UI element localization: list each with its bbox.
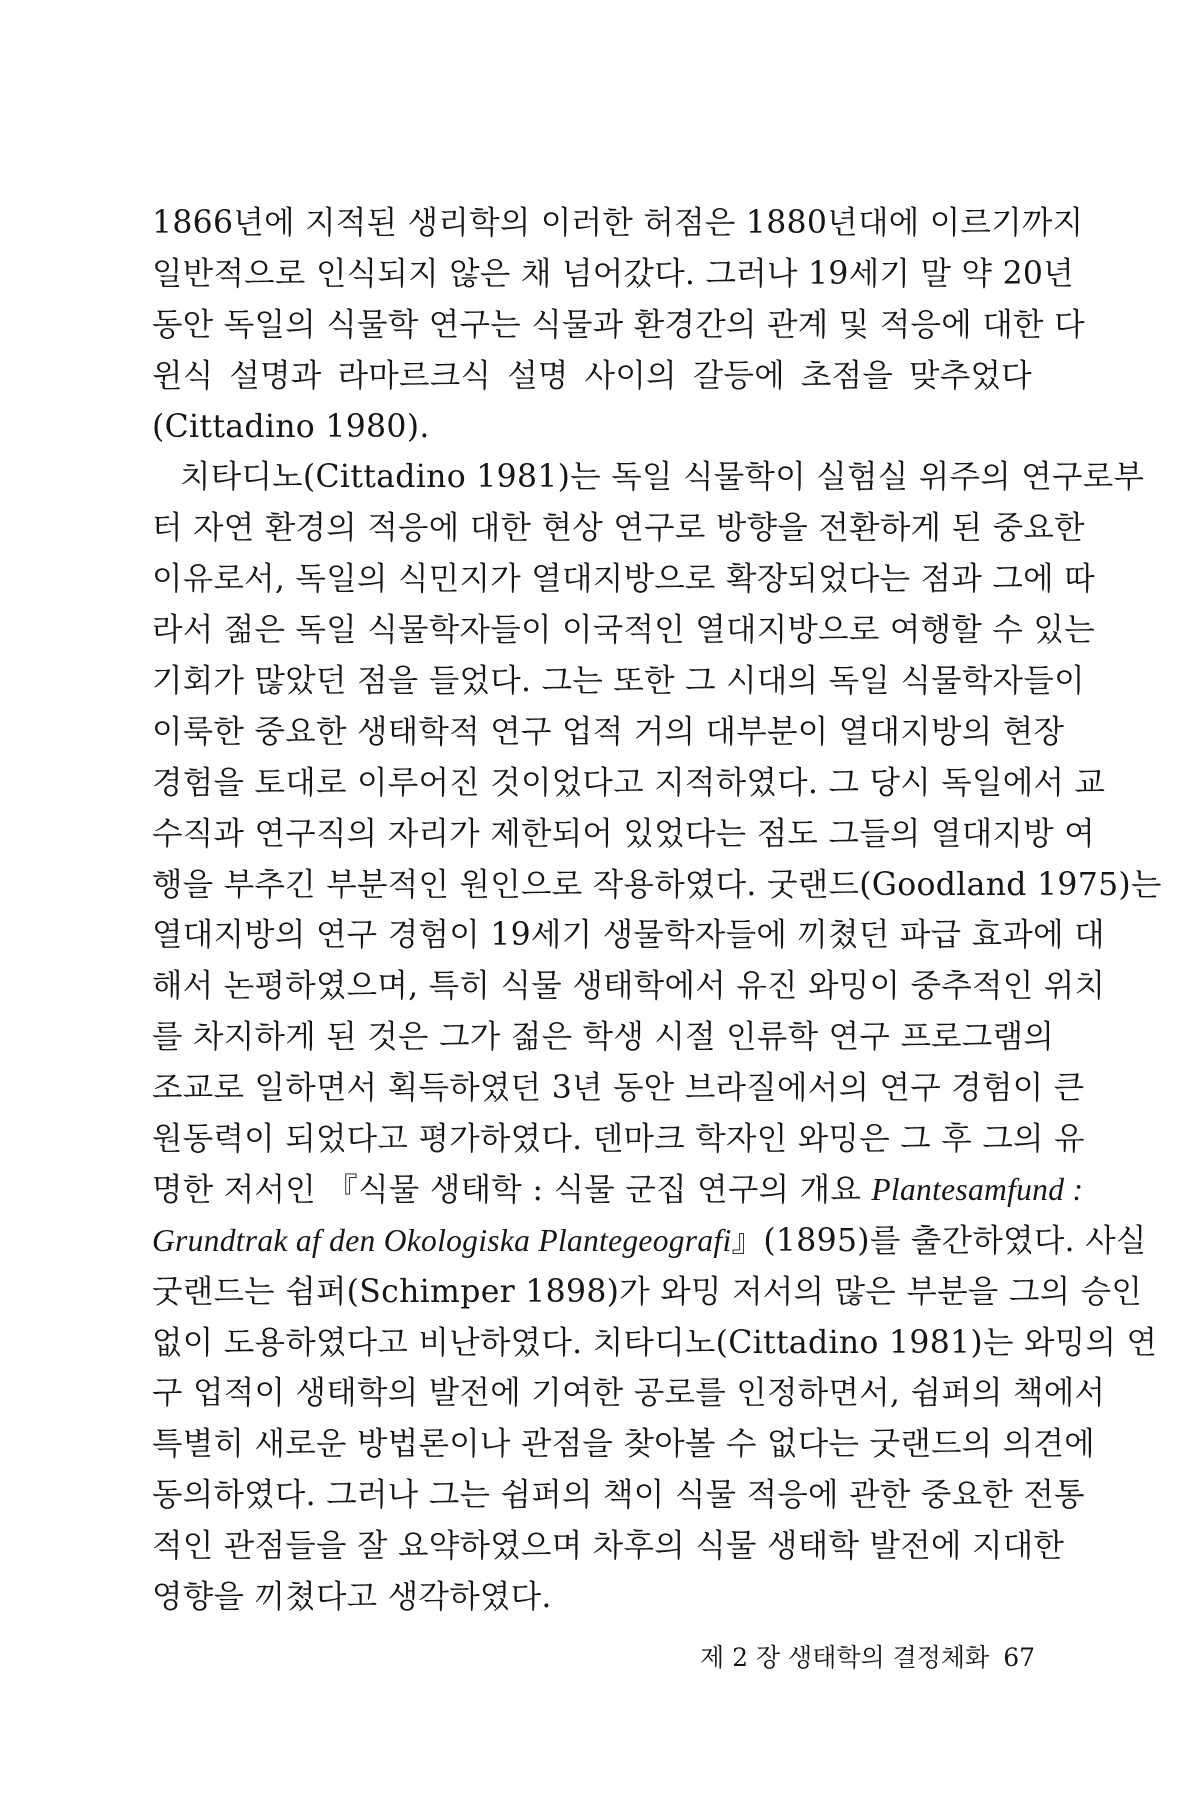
text-line: 수직과 연구직의 자리가 제한되어 있었다는 점도 그들의 열대지방 여 (152, 815, 1095, 852)
text-line: 동안 독일의 식물학 연구는 식물과 환경간의 관계 및 적응에 대한 다 (152, 306, 1085, 343)
text-line (152, 1216, 1147, 1267)
text-line: 조교로 일하면서 획득하였던 3년 동안 브라질에서의 연구 경험이 큰 (152, 1070, 1085, 1107)
text-line: 경험을 토대로 이루어진 것이었다고 지적하였다. 그 당시 독일에서 교 (152, 764, 1106, 801)
chapter-title: 제 2 장 생태학의 결정체화 (700, 1643, 990, 1672)
text-line: (Cittadino 1980). (152, 408, 430, 445)
italic-title-run: Grundtrak af den Okologiska Plantegeografi (152, 1222, 732, 1258)
text-line: 이유로서, 독일의 식민지가 열대지방으로 확장되었다는 점과 그에 따 (152, 561, 1095, 598)
text-line: 라서 젊은 독일 식물학자들이 이국적인 열대지방으로 여행할 수 있는 (152, 612, 1095, 649)
text-run: 명한 저서인 『식물 생태학 : 식물 군집 연구의 개요 (152, 1171, 872, 1208)
italic-title-run: Plantesamfund : (871, 1171, 1084, 1207)
text-run: 』(1895)를 출간하였다. 사실 (731, 1222, 1147, 1259)
text-line: 없이 도용하였다고 비난하였다. 치타디노(Cittadino 1981)는 와밍의 연 (152, 1324, 1158, 1361)
text-line: 동의하였다. 그러나 그는 쉼퍼의 책이 식물 적응에 관한 중요한 전통 (152, 1477, 1085, 1514)
text-line: 일반적으로 인식되지 않은 채 넘어갔다. 그러나 19세기 말 약 20년 (152, 255, 1074, 292)
text-line: 행을 부추긴 부분적인 원인으로 작용하였다. 굿랜드(Goodland 1975)는 (152, 866, 1162, 903)
page-number: 67 (1003, 1643, 1036, 1672)
text-line: 특별히 새로운 방법론이나 관점을 찾아볼 수 없다는 굿랜드의 의견에 (152, 1426, 1095, 1463)
text-line: 를 차지하게 된 것은 그가 젊은 학생 시절 인류학 연구 프로그램의 (152, 1019, 1055, 1056)
text-line: 이룩한 중요한 생태학적 연구 업적 거의 대부분이 열대지방의 현장 (152, 713, 1065, 750)
text-line: 윈식 설명과 라마르크식 설명 사이의 갈등에 초점을 맞추었다 (152, 357, 1032, 394)
text-line: 해서 논평하였으며, 특히 식물 생태학에서 유진 와밍이 중추적인 위치 (152, 968, 1106, 1005)
page-footer (700, 1641, 1036, 1675)
text-line: 구 업적이 생태학의 발전에 기여한 공로를 인정하면서, 쉼퍼의 책에서 (152, 1375, 1106, 1412)
body-text (152, 198, 1162, 1623)
text-line: 터 자연 환경의 적응에 대한 현상 연구로 방향을 전환하게 된 중요한 (152, 510, 1085, 547)
text-line: 적인 관점들을 잘 요약하였으며 차후의 식물 생태학 발전에 지대한 (152, 1528, 1065, 1565)
text-line: 열대지방의 연구 경험이 19세기 생물학자들에 끼쳤던 파급 효과에 대 (152, 917, 1105, 954)
text-line: 기회가 많았던 점을 들었다. 그는 또한 그 시대의 독일 식물학자들이 (152, 663, 1085, 700)
text-line: 굿랜드는 쉼퍼(Schimper 1898)가 와밍 저서의 많은 부분을 그의 승인 (152, 1273, 1143, 1310)
text-line: 치타디노(Cittadino 1981)는 독일 식물학이 실험실 위주의 연구로부 (180, 459, 1145, 496)
text-line: 원동력이 되었다고 평가하였다. 덴마크 학자인 와밍은 그 후 그의 유 (152, 1121, 1085, 1158)
text-line: 1866년에 지적된 생리학의 이러한 허점은 1880년대에 이르기까지 (152, 205, 1084, 241)
text-line (152, 1165, 1084, 1216)
text-line: 영향을 끼쳤다고 생각하였다. (152, 1579, 552, 1616)
